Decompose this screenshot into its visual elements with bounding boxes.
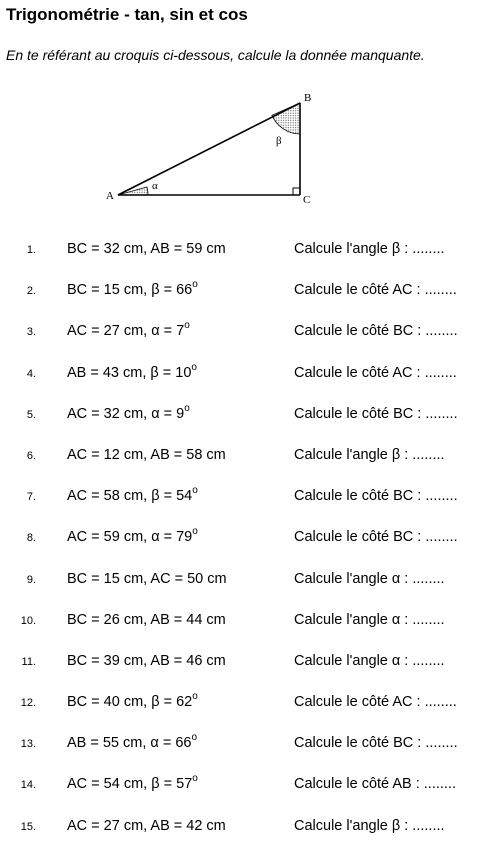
exercise-given: AC = 27 cm, $\alpha = 7^o$ bbox=[67, 320, 190, 340]
right-angle-mark bbox=[293, 188, 300, 195]
degree-sign: o bbox=[192, 773, 198, 785]
degree-sign: o bbox=[184, 402, 190, 414]
exercise-task: Calcule le côté BC : ........ bbox=[294, 405, 458, 422]
exercise-row bbox=[0, 724, 499, 765]
beta-arc-shading bbox=[272, 103, 300, 134]
exercise-number: 2. bbox=[26, 285, 36, 298]
exercise-row bbox=[0, 436, 499, 477]
exercise-task: Calcule le côté BC : ........ bbox=[294, 323, 458, 340]
exercise-given: BC = 32 cm, AB = 59 cm bbox=[67, 241, 226, 257]
exercise-number: 4. bbox=[26, 367, 36, 380]
exercise-given: AB = 43 cm, $\beta = 10^o$ bbox=[67, 361, 197, 381]
exercise-number: 11. bbox=[21, 655, 36, 668]
exercise-number: 1. bbox=[26, 244, 36, 256]
exercise-number: 13. bbox=[20, 738, 36, 751]
exercise-task: Calcule l'angle α : ........ bbox=[294, 570, 445, 587]
exercise-number: 9. bbox=[26, 573, 36, 586]
exercise-row bbox=[0, 477, 499, 518]
exercise-given: AB = 55 cm, $\alpha = 66^o$ bbox=[67, 732, 198, 752]
exercise-number: 15. bbox=[20, 820, 36, 833]
exercise-row bbox=[0, 560, 499, 601]
exercise-row bbox=[0, 354, 499, 395]
exercise-task: Calcule le côté AC : ........ bbox=[294, 364, 457, 381]
exercise-row bbox=[0, 642, 499, 683]
degree-sign: o bbox=[192, 279, 198, 291]
exercise-given: AC = 27 cm, AB = 42 cm bbox=[67, 817, 226, 834]
triangle-sketch bbox=[100, 88, 325, 210]
exercise-task: Calcule l'angle β : ........ bbox=[294, 241, 445, 257]
exercise-row bbox=[0, 807, 499, 848]
exercise-number: 6. bbox=[26, 449, 36, 462]
side-ab bbox=[118, 103, 300, 195]
exercise-task: Calcule le côté BC : ........ bbox=[294, 488, 458, 505]
exercise-given: BC = 26 cm, AB = 44 cm bbox=[67, 611, 226, 628]
exercise-number: 12. bbox=[20, 697, 36, 710]
exercise-given: BC = 39 cm, AB = 46 cm bbox=[67, 652, 226, 669]
exercise-given: AC = 54 cm, $\beta = 57^o$ bbox=[67, 773, 198, 793]
degree-sign: o bbox=[191, 732, 198, 744]
exercise-task: Calcule le côté AC : ........ bbox=[294, 694, 457, 711]
exercise-number: 14. bbox=[20, 779, 36, 792]
exercise-row bbox=[0, 271, 499, 312]
exercise-list bbox=[0, 230, 499, 848]
exercise-task: Calcule le côté AB : ........ bbox=[294, 776, 456, 793]
exercise-number: 5. bbox=[26, 408, 36, 421]
exercise-row bbox=[0, 395, 499, 436]
angle-beta-label: β bbox=[276, 135, 282, 147]
exercise-row bbox=[0, 765, 499, 806]
exercise-number: 10. bbox=[20, 614, 36, 627]
exercise-given: BC = 15 cm, AC = 50 cm bbox=[67, 570, 227, 587]
exercise-number: 7. bbox=[26, 491, 36, 504]
exercise-row bbox=[0, 312, 499, 353]
exercise-given: BC = 15 cm, $\beta = 66^o$ bbox=[67, 279, 198, 299]
exercise-task: Calcule le côté BC : ........ bbox=[294, 735, 458, 752]
exercise-task: Calcule l'angle β : ........ bbox=[294, 817, 445, 834]
exercise-row bbox=[0, 683, 499, 724]
exercise-given: AC = 32 cm, $\alpha = 9^o$ bbox=[67, 402, 190, 422]
exercise-row bbox=[0, 230, 499, 271]
vertex-c-label: C bbox=[303, 194, 311, 206]
instruction-text: En te référant au croquis ci-dessous, calcule la donnée manquante. bbox=[6, 47, 425, 63]
degree-sign: o bbox=[184, 320, 190, 332]
vertex-a-label: A bbox=[106, 190, 114, 202]
exercise-row bbox=[0, 518, 499, 559]
exercise-number: 3. bbox=[26, 326, 36, 339]
exercise-task: Calcule l'angle α : ........ bbox=[294, 611, 445, 628]
vertex-b-label: B bbox=[304, 92, 312, 104]
exercise-task: Calcule le côté AC : ........ bbox=[294, 282, 457, 299]
degree-sign: o bbox=[192, 485, 198, 497]
degree-sign: o bbox=[191, 361, 197, 373]
exercise-given: AC = 59 cm, $\alpha = 79^o$ bbox=[67, 526, 198, 546]
angle-alpha-label: α bbox=[152, 180, 158, 192]
page-title: Trigonométrie - tan, sin et cos bbox=[6, 5, 248, 24]
exercise-row bbox=[0, 601, 499, 642]
exercise-task: Calcule l'angle α : ........ bbox=[294, 652, 445, 669]
exercise-given: BC = 40 cm, $\beta = 62^o$ bbox=[67, 691, 198, 711]
exercise-given: AC = 12 cm, AB = 58 cm bbox=[67, 446, 226, 463]
exercise-given: AC = 58 cm, $\beta = 54^o$ bbox=[67, 485, 198, 505]
exercise-task: Calcule l'angle β : ........ bbox=[294, 446, 445, 463]
degree-sign: o bbox=[192, 691, 198, 703]
exercise-task: Calcule le côté BC : ........ bbox=[294, 529, 458, 546]
degree-sign: o bbox=[192, 526, 198, 538]
exercise-number: 8. bbox=[26, 532, 36, 545]
